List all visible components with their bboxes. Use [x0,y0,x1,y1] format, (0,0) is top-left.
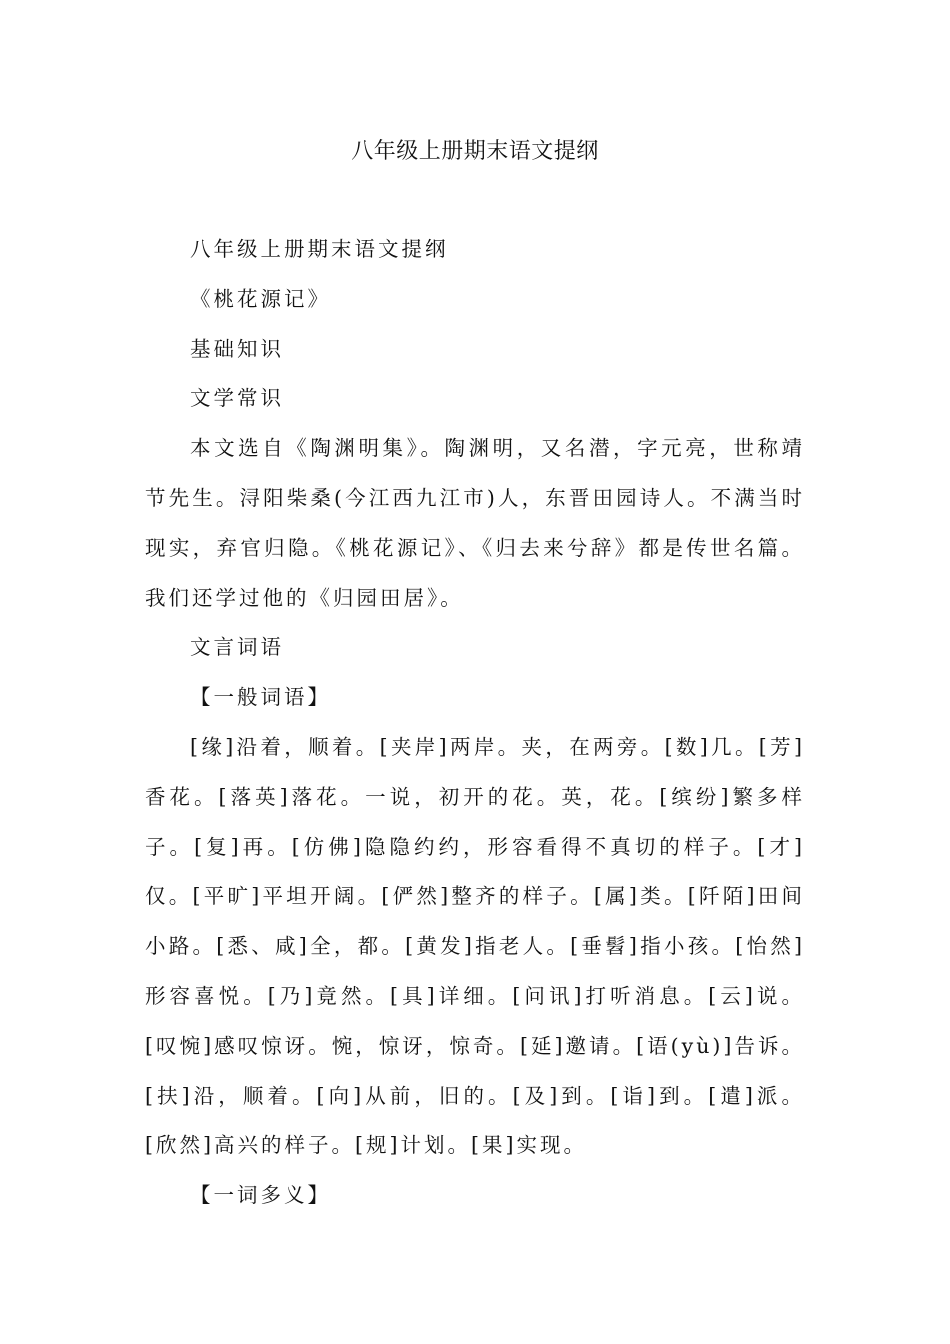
section-heading-classical-words: 文言词语 [190,635,284,660]
outline-heading: 八年级上册期末语文提纲 [190,237,449,261]
subsection-heading-polysemy: 【一词多义】 [190,1183,331,1208]
section-heading-literary-knowledge: 文学常识 [190,386,284,411]
general-words-paragraph: [缘]沿着，顺着。[夹岸]两岸。夹，在两旁。[数]几。[芳]香花。[落英]落花。一说，初开的花。英，花。[缤纷]繁多样子。[复]再。[仿佛]隐隐约约，形容看得不真切的样子。[才]仅。[平旷]平坦开阔。[俨然]整齐的样子。[属]类。[阡陌]田间小路。[悉、咸]全，都。[黄发]指老人。[垂髫]指小孩。[怡然]形容喜悦。[乃]竟然。[具]详细。[问讯]打听消息。[云]说。[叹惋]感叹惊讶。惋，惊讶，惊奇。[延]邀请。[语(yù)]告诉。[扶]沿，顺着。[向]从前，旧的。[及]到。[诣]到。[遣]派。[欣然]高兴的样子。[规]计划。[果]实现。 [145,734,805,1158]
document-body [145,225,805,1221]
literary-knowledge-paragraph: 本文选自《陶渊明集》。陶渊明，又名潜，字元亮，世称靖节先生。浔阳柴桑(今江西九江市)人，东晋田园诗人。不满当时现实，弃官归隐。《桃花源记》、《归去来兮辞》都是传世名篇。我们还学过他的《归园田居》。 [145,436,805,610]
document-title: 八年级上册期末语文提纲 [351,139,599,164]
subsection-heading-general-words: 【一般词语】 [190,685,331,710]
lesson-title: 《桃花源记》 [190,286,331,311]
section-heading-basic-knowledge: 基础知识 [190,336,284,361]
